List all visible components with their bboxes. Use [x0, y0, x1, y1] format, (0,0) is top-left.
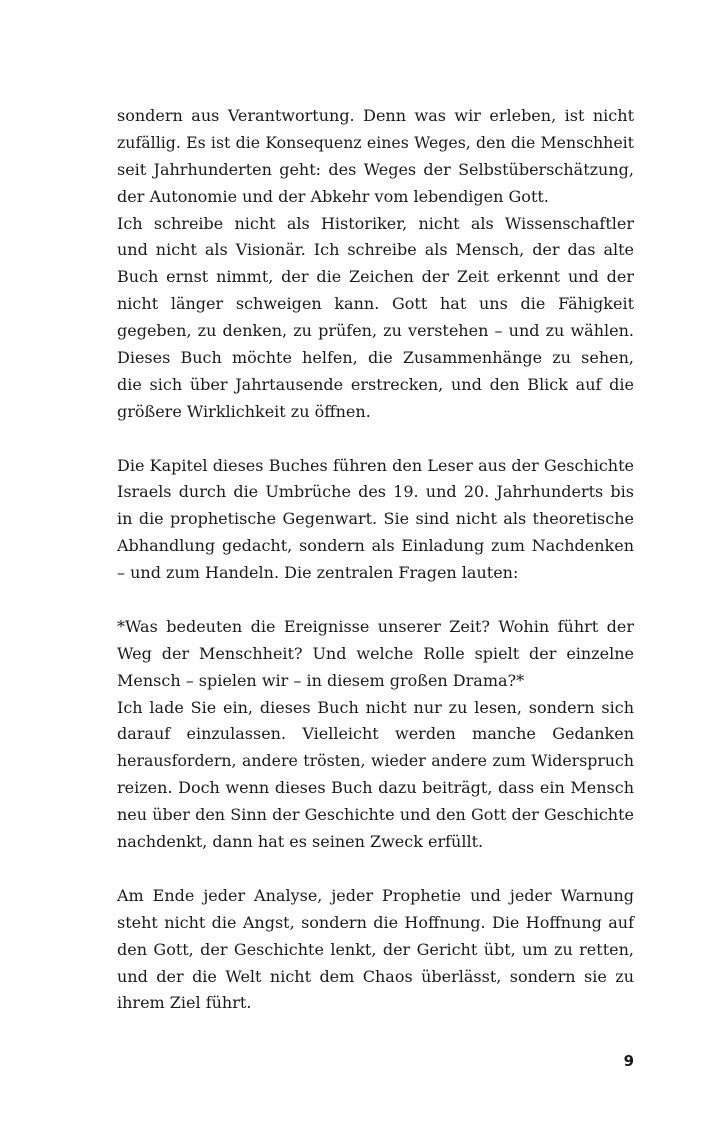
text-line: Ich lade Sie ein, dieses Buch nicht nur zu lesen, sondern sich: [117, 697, 634, 717]
text-line: – und zum Handeln. Die zentralen Fragen lauten:: [117, 563, 519, 583]
text-line: neu über den Sinn der Geschichte und den Gott der Geschichte: [117, 805, 634, 825]
text-line: darauf einzulassen. Vielleicht werden manche Gedanken: [117, 724, 634, 744]
text-line: und der die Welt nicht dem Chaos überlässt, sondern sie zu: [117, 966, 634, 986]
text-line: Am Ende jeder Analyse, jeder Prophetie und jeder Warnung: [117, 885, 634, 905]
text-line: in die prophetische Gegenwart. Sie sind nicht als theoretische: [117, 509, 634, 529]
text-line: seit Jahrhunderten geht: des Weges der Selbstüberschätzung,: [117, 159, 634, 179]
page-number: 9: [623, 1052, 634, 1070]
text-line: Ich schreibe nicht als Historiker, nicht als Wissenschaftler: [117, 213, 634, 233]
text-line: Dieses Buch möchte helfen, die Zusammenhänge zu sehen,: [117, 348, 634, 368]
text-line: *Was bedeuten die Ereignisse unserer Zeit? Wohin führt der: [117, 616, 634, 636]
text-line: der Autonomie und der Abkehr vom lebendigen Gott.: [117, 186, 549, 206]
text-line: die sich über Jahrtausende erstrecken, und den Blick auf die: [117, 374, 634, 394]
text-line: Mensch – spielen wir – in diesem großen Drama?*: [117, 670, 525, 690]
text-line: nachdenkt, dann hat es seinen Zweck erfüllt.: [117, 832, 484, 852]
text-line: Buch ernst nimmt, der die Zeichen der Zeit erkennt und der: [117, 267, 634, 287]
text-line: sondern aus Verantwortung. Denn was wir erleben, ist nicht: [117, 106, 634, 125]
text-line: steht nicht die Angst, sondern die Hoffnung. Die Hoffnung auf: [117, 912, 634, 932]
paragraph-gap: [117, 856, 634, 883]
text-line: Weg der Menschheit? Und welche Rolle spielt der einzelne: [117, 643, 634, 663]
text-line: nicht länger schweigen kann. Gott hat uns die Fähigkeit: [117, 294, 634, 314]
text-line: reizen. Doch wenn dieses Buch dazu beiträgt, dass ein Mensch: [117, 778, 634, 798]
text-line: und nicht als Visionär. Ich schreibe als Mensch, der das alte: [117, 240, 634, 260]
body-text: [117, 103, 634, 1017]
text-line: Die Kapitel dieses Buches führen den Leser aus der Geschichte: [117, 455, 634, 475]
text-line: gegeben, zu denken, zu prüfen, zu verstehen – und zu wählen.: [117, 321, 634, 341]
text-line: herausfordern, andere trösten, wieder andere zum Widerspruch: [117, 751, 634, 771]
text-line: den Gott, der Geschichte lenkt, der Gericht übt, um zu retten,: [117, 939, 634, 959]
text-line: Israels durch die Umbrüche des 19. und 20. Jahrhunderts bis: [117, 482, 634, 502]
text-line: zufällig. Es ist die Konsequenz eines Weges, den die Menschheit: [117, 132, 634, 152]
text-line: größere Wirklichkeit zu öffnen.: [117, 401, 371, 421]
paragraph-gap: [117, 426, 634, 453]
text-line: Abhandlung gedacht, sondern als Einladung zum Nachdenken: [117, 536, 634, 556]
text-line: ihrem Ziel führt.: [117, 993, 252, 1013]
paragraph-gap: [117, 587, 634, 614]
